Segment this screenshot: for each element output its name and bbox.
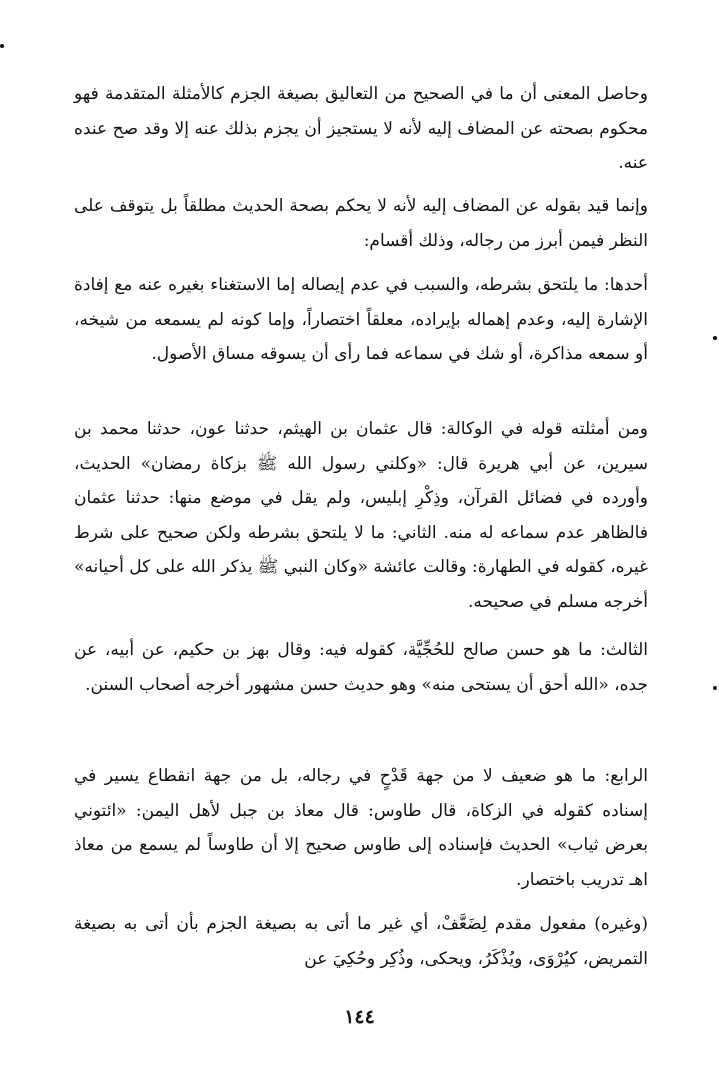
scan-mark: [713, 686, 717, 690]
scan-mark: [713, 336, 717, 340]
paragraph-examples-second-category: ومن أمثلته قوله في الوكالة: قال عثمان بن الهيثم، حدثنا عون، حدثنا محمد بن سيرين، عن أبي هريرة قال: «وكلني رسول الله ﷺ بزكاة رمضان» الحديث، وأورده في فضائل القرآن، وذِكْرِ إبليس، ولم يقل في موضع منها: حدثنا عثمان فالظاهر عدم سماعه له منه. الثاني: ما لا يلتحق بشرطه ولكن صحيح على شرط غيره، كقوله في الطهارة: وقالت عائشة «وكان النبي ﷺ يذكر الله على كل أحيانه» أخرجه مسلم في صحيحه.: [74, 419, 648, 612]
paragraph-first-category: أحدها: ما يلتحق بشرطه، والسبب في عدم إيصاله إما الاستغناء بغيره عنه مع إفادة الإشارة إليه، وعدم إهماله بإيراده، معلقاً اختصاراً، وإما كونه لم يسمعه من شيخه، أو سمعه مذاكرة، أو شك في سماعه فما رأى أن يسوقه مساق الأصول.: [74, 275, 648, 364]
paragraph-restriction: وإنما قيد بقوله عن المضاف إليه لأنه لا يحكم بصحة الحديث مطلقاً بل يتوقف على النظر فيمن أبرز من رجاله، وذلك أقسام:: [74, 196, 648, 251]
paragraph-fourth-category: الرابع: ما هو ضعيف لا من جهة قَدْحٍ في رجاله، بل من جهة انقطاع يسير في إسناده كقوله في الزكاة، قال طاوس: قال معاذ بن جبل لأهل اليمن: «ائتوني بعرض ثياب» الحديث فإسناده إلى طاوس صحيح إلا أن طاوساً لم يسمع من معاذ اهـ تدريب باختصار.: [74, 766, 648, 890]
scan-mark: [0, 44, 4, 48]
paragraph-summary: وحاصل المعنى أن ما في الصحيح من التعاليق بصيغة الجزم كالأمثلة المتقدمة فهو محكوم بصحته عن المضاف إليه لأنه لا يستجيز أن يجزم بذلك عنه إلا وقد صح عنده عنه.: [74, 84, 648, 173]
paragraph-third-category: الثالث: ما هو حسن صالح للحُجِّيَّة، كقوله فيه: وقال بهز بن حكيم، عن أبيه، عن جده، «الله أحق أن يستحى منه» وهو حديث حسن مشهور أخرجه أصحاب السنن.: [74, 640, 648, 695]
page-number: ١٤٤: [344, 1006, 375, 1028]
paragraph-other-form: (وغيره) مفعول مقدم لِضَعَّفْ، أي غير ما أتى به بصيغة الجزم بأن أتى به بصيغة التمريض، كيُرْوَى، ويُذْكَرُ، ويحكى، وذُكِر وحُكِيَ عن: [74, 914, 648, 969]
